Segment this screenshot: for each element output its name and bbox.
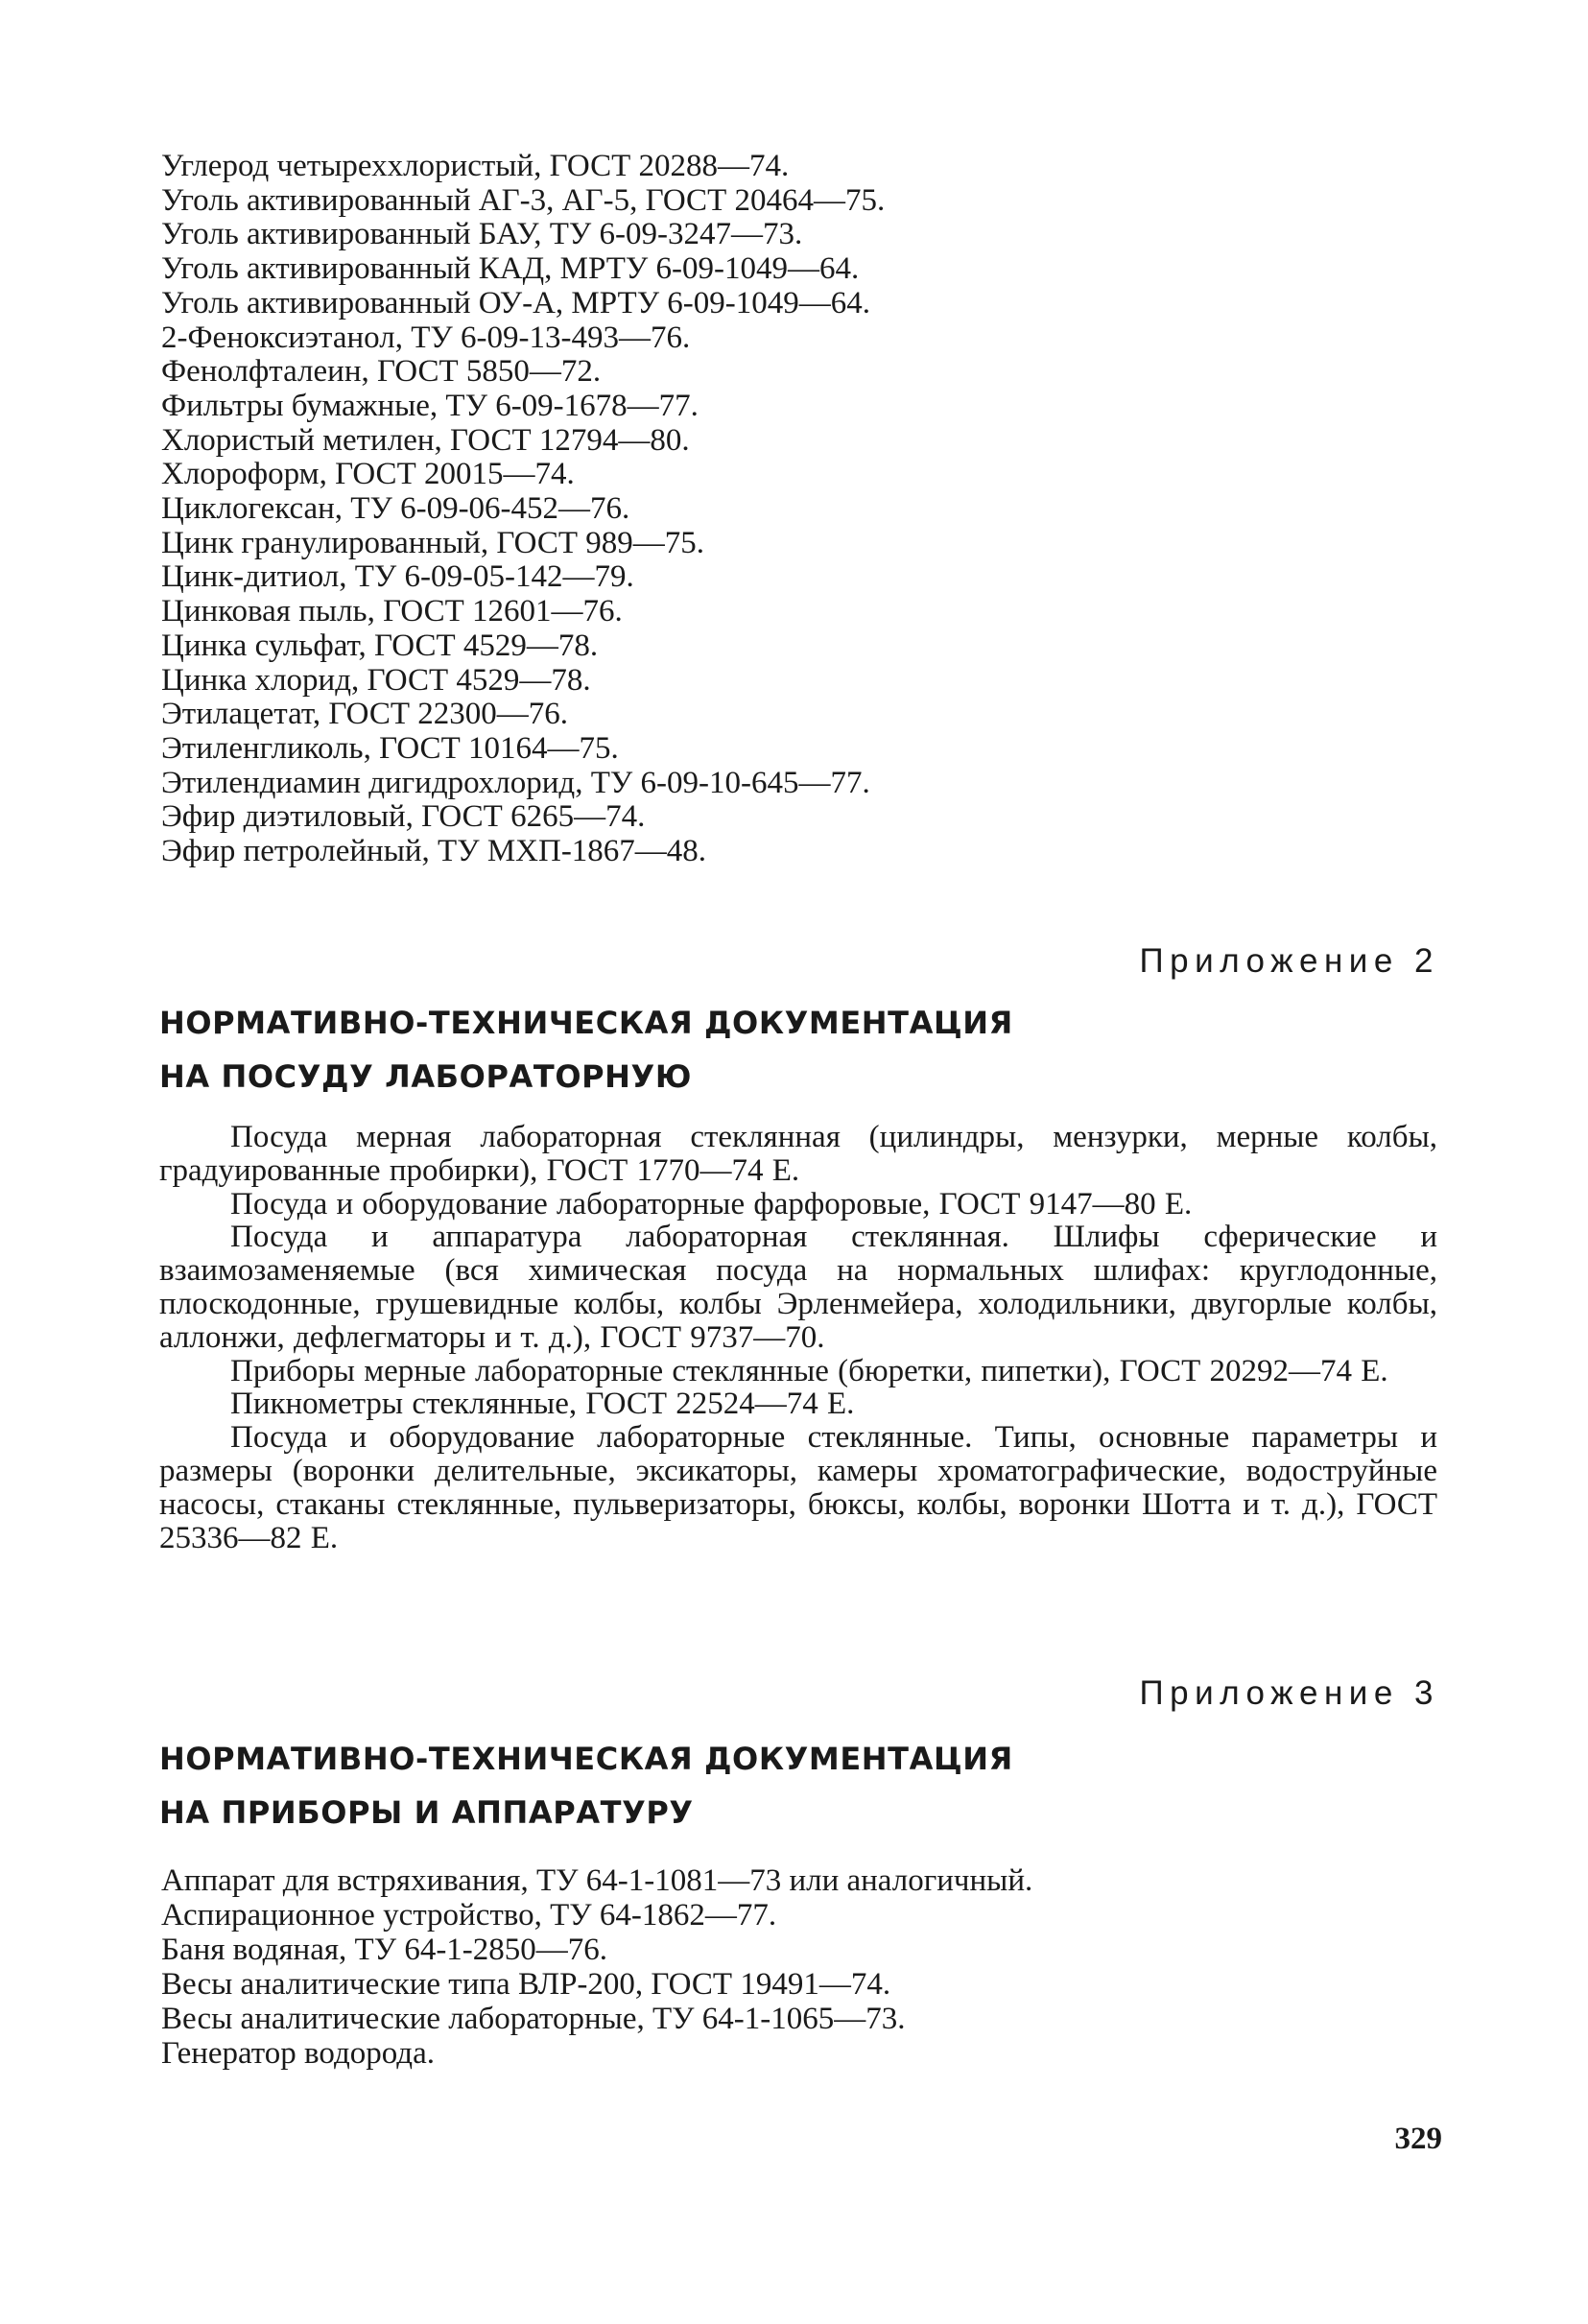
paragraph: Пикнометры стеклянные, ГОСТ 22524—74 Е.	[230, 1387, 855, 1422]
list-item: Циклогексан, ТУ 6-09-06-452—76.	[161, 491, 630, 527]
paragraph: Посуда и оборудование лабораторные фарфоровые, ГОСТ 9147—80 Е.	[230, 1186, 1193, 1221]
page-number: 329	[1394, 2122, 1442, 2156]
list-item: Хлороформ, ГОСТ 20015—74.	[161, 457, 575, 492]
list-item: Фенолфталеин, ГОСТ 5850—72.	[161, 354, 602, 390]
appendix-3-label: Приложение 3	[1139, 1674, 1439, 1712]
appendix-3-list	[161, 1863, 1032, 2071]
list-item: 2-Феноксиэтанол, ТУ 6-09-13-493—76.	[161, 320, 691, 355]
appendix-2-title-line1: НОРМАТИВНО-ТЕХНИЧЕСКАЯ ДОКУМЕНТАЦИЯ	[159, 1005, 1013, 1041]
appendix-2-title-line2: НА ПОСУДУ ЛАБОРАТОРНУЮ	[159, 1058, 692, 1095]
list-item: Углерод четыреххлористый, ГОСТ 20288—74.	[161, 149, 790, 183]
list-item: Этиленгликоль, ГОСТ 10164—75.	[161, 730, 619, 766]
paragraph: Посуда и аппаратура лабораторная стеклянная. Шлифы сферические и взаимозаменяемые (вся химическая посуда на нормальных шлифах: круглодонные, плоскодонные, грушевидные колбы, колбы Эрленмейера, холодильники, двугорлые колбы, аллонжи, дефлегматоры и т. д.), ГОСТ 9737—70.	[159, 1220, 1437, 1355]
list-item: Уголь активированный АГ-3, АГ-5, ГОСТ 20464—75.	[161, 182, 886, 218]
list-item: Генератор водорода.	[161, 2036, 435, 2071]
appendix-3-title-line1: НОРМАТИВНО-ТЕХНИЧЕСКАЯ ДОКУМЕНТАЦИЯ	[159, 1741, 1013, 1777]
list-item: Аспирационное устройство, ТУ 64-1862—77.	[161, 1898, 777, 1933]
list-item: Уголь активированный ОУ-А, МРТУ 6-09-1049—64.	[161, 285, 871, 320]
list-item: Весы аналитические лабораторные, ТУ 64-1-1065—73.	[161, 2002, 906, 2036]
list-item: Баня водяная, ТУ 64-1-2850—76.	[161, 1933, 608, 1967]
list-item: Этилацетат, ГОСТ 22300—76.	[161, 697, 569, 732]
list-item: Фильтры бумажные, ТУ 6-09-1678—77.	[161, 388, 699, 423]
list-item: Весы аналитические типа ВЛР-200, ГОСТ 19491—74.	[161, 1967, 891, 2002]
list-item: Цинка сульфат, ГОСТ 4529—78.	[161, 628, 599, 663]
list-item: Цинк-дитиол, ТУ 6-09-05-142—79.	[161, 559, 634, 595]
list-item: Уголь активированный БАУ, ТУ 6-09-3247—73.	[161, 217, 803, 252]
list-item: Этилендиамин дигидрохлорид, ТУ 6-09-10-645—77.	[161, 765, 870, 800]
list-item: Цинк гранулированный, ГОСТ 989—75.	[161, 525, 705, 560]
appendix-2-label: Приложение 2	[1139, 942, 1439, 980]
appendix-2-body	[159, 1121, 1437, 1554]
list-item: Эфир диэтиловый, ГОСТ 6265—74.	[161, 799, 646, 835]
list-item: Цинковая пыль, ГОСТ 12601—76.	[161, 594, 623, 629]
list-item: Эфир петролейный, ТУ МХП-1867—48.	[161, 834, 707, 869]
paragraph: Посуда мерная лабораторная стеклянная (цилиндры, мензурки, мерные колбы, градуированные пробирки), ГОСТ 1770—74 Е.	[159, 1120, 1437, 1188]
list-item: Аппарат для встряхивания, ТУ 64-1-1081—73 или аналогичный.	[161, 1863, 1033, 1898]
list-item: Уголь активированный КАД, МРТУ 6-09-1049—64.	[161, 251, 860, 287]
list-item: Хлористый метилен, ГОСТ 12794—80.	[161, 422, 690, 458]
list-item: Цинка хлорид, ГОСТ 4529—78.	[161, 662, 591, 698]
chemicals-list	[161, 150, 885, 869]
paragraph: Приборы мерные лабораторные стеклянные (бюретки, пипетки), ГОСТ 20292—74 Е.	[230, 1353, 1388, 1388]
paragraph: Посуда и оборудование лабораторные стеклянные. Типы, основные параметры и размеры (воронки делительные, эксикаторы, камеры хроматографические, водоструйные насосы, стаканы стеклянные, пульверизаторы, бюксы, колбы, воронки Шотта и т. д.), ГОСТ 25336—82 Е.	[159, 1420, 1437, 1555]
appendix-3-title-line2: НА ПРИБОРЫ И АППАРАТУРУ	[159, 1794, 694, 1831]
